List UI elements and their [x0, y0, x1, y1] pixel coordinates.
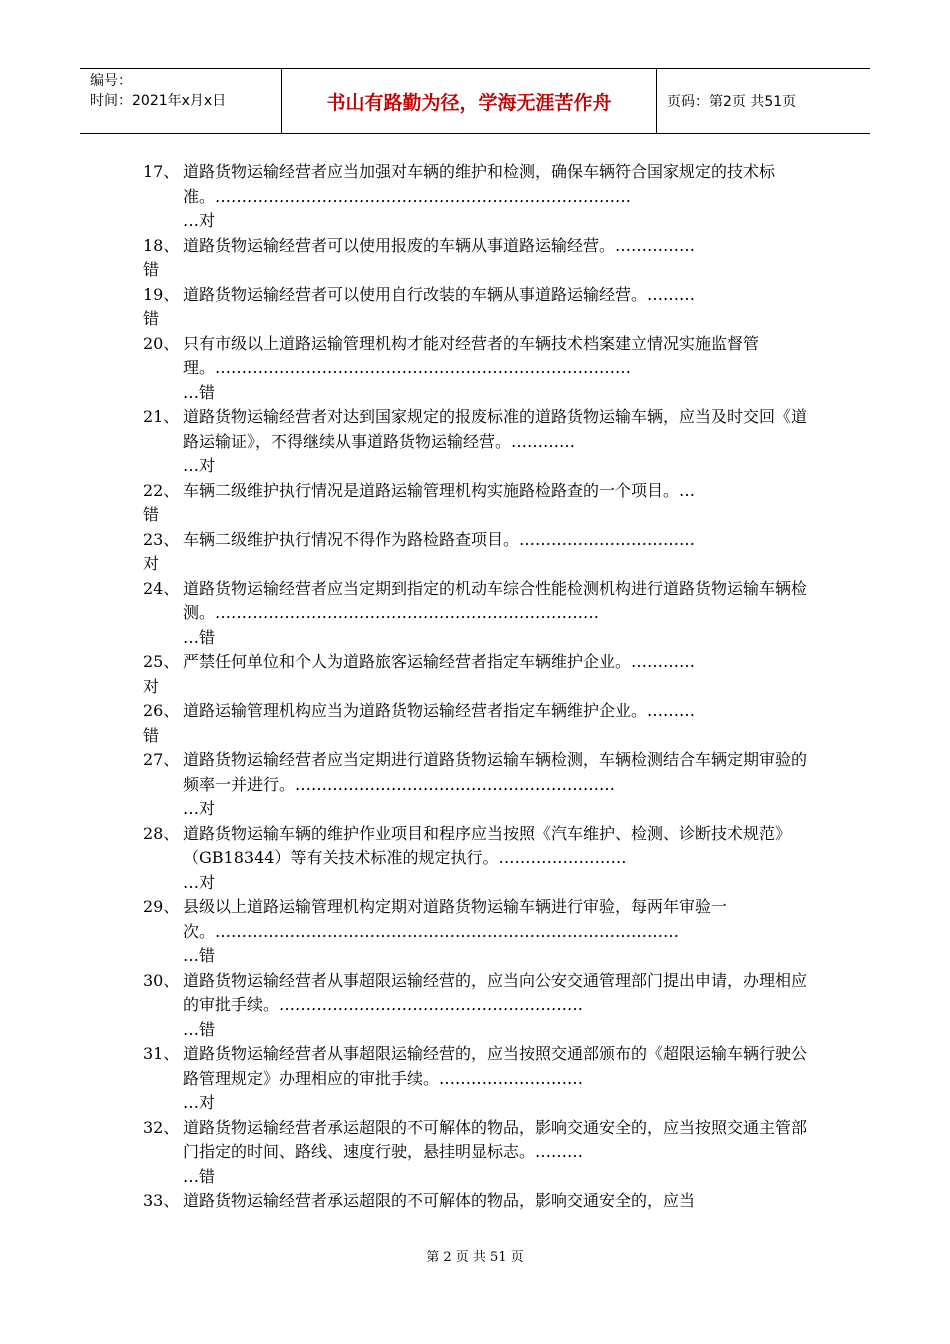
question-text: 县级以上道路运输管理机构定期对道路货物运输车辆进行审验，每两年审验一次。…………………………………………………………………………… — [183, 897, 728, 941]
question-list — [143, 160, 808, 1214]
question-answer: 错 — [143, 260, 160, 279]
question-answer: …对 — [183, 211, 216, 230]
question-text: 严禁任何单位和个人为道路旅客运输经营者指定车辆维护企业。………… — [183, 652, 696, 671]
question-text: 道路货物运输经营者从事超限运输经营的，应当按照交通部颁布的《超限运输车辆行驶公路管理规定》办理相应的审批手续。……………………… — [183, 1044, 808, 1088]
question-answer: …错 — [183, 946, 216, 965]
question-number: 19、 — [143, 284, 180, 304]
question-text: 车辆二级维护执行情况是道路运输管理机构实施路检路查的一个项目。… — [183, 480, 696, 500]
question-number: 18、 — [143, 235, 180, 255]
question-text: 道路货物运输经营者对达到国家规定的报废标准的道路货物运输车辆，应当及时交回《道路运输证》，不得继续从事道路货物运输经营。………… — [183, 407, 808, 451]
question-number: 32、 — [143, 1117, 180, 1137]
question-number: 20、 — [143, 333, 180, 353]
question-number: 25、 — [143, 652, 180, 671]
question-text: 只有市级以上道路运输管理机构才能对经营者的车辆技术档案建立情况实施监督管理。…………………………………………………………………… — [183, 333, 760, 377]
question-answer: 对 — [143, 676, 160, 696]
question-item — [143, 283, 808, 332]
question-item — [143, 699, 808, 748]
question-number: 21、 — [143, 407, 180, 426]
question-text: 道路货物运输经营者应当定期进行道路货物运输车辆检测，车辆检测结合车辆定期审验的频率一并进行。…………………………………………………… — [183, 750, 808, 794]
question-answer: …错 — [183, 382, 216, 402]
question-item — [143, 1116, 808, 1190]
question-item — [143, 895, 808, 969]
question-text: 道路运输管理机构应当为道路货物运输经营者指定车辆维护企业。……… — [183, 701, 696, 720]
question-text: 道路货物运输经营者承运超限的不可解体的物品，影响交通安全的，应当按照交通主管部门指定的时间、路线、速度行驶，悬挂明显标志。……… — [183, 1117, 808, 1161]
question-answer: 错 — [143, 725, 160, 745]
question-number: 26、 — [143, 701, 180, 720]
question-number: 33、 — [143, 1191, 180, 1210]
date-label: 时间：2021年x月x日 — [90, 93, 227, 109]
question-number: 30、 — [143, 970, 180, 990]
question-item — [143, 1189, 808, 1214]
question-text: 道路货物运输经营者应当定期到指定的机动车综合性能检测机构进行道路货物运输车辆检测。……………………………………………………………… — [183, 578, 808, 622]
question-text: 道路货物运输经营者承运超限的不可解体的物品，影响交通安全的，应当 — [183, 1191, 696, 1210]
question-answer: …错 — [183, 1019, 216, 1039]
question-number: 23、 — [143, 529, 180, 549]
question-answer: 错 — [143, 505, 160, 524]
question-item — [143, 160, 808, 234]
code-label: 编号： — [90, 73, 132, 89]
question-text: 道路货物运输经营者应当加强对车辆的维护和检测，确保车辆符合国家规定的技术标准。…………………………………………………………………… — [183, 162, 776, 206]
question-item — [143, 234, 808, 283]
question-item — [143, 577, 808, 651]
question-answer: …对 — [183, 456, 216, 475]
question-number: 27、 — [143, 750, 180, 769]
question-item — [143, 332, 808, 406]
question-number: 28、 — [143, 823, 180, 843]
question-item — [143, 405, 808, 479]
question-text: 道路货物运输车辆的维护作业项目和程序应当按照《汽车维护、检测、诊断技术规范》（GB18344）等有关技术标准的规定执行。…………………… — [183, 823, 792, 867]
question-answer: …错 — [183, 627, 216, 647]
page-footer: 第 2 页 共 51 页 — [426, 1250, 524, 1265]
question-number: 31、 — [143, 1044, 180, 1063]
question-number: 22、 — [143, 480, 180, 500]
question-item — [143, 822, 808, 896]
question-item — [143, 1042, 808, 1116]
question-answer: 错 — [143, 309, 160, 328]
question-answer: …对 — [183, 1093, 216, 1112]
question-item — [143, 479, 808, 528]
header-meta — [80, 69, 282, 133]
header-page-label: 页码：第2页 共51页 — [667, 94, 797, 110]
question-answer: …对 — [183, 872, 216, 892]
question-item — [143, 528, 808, 577]
question-item — [143, 748, 808, 822]
header-motto: 书山有路勤为径，学海无涯苦作舟 — [282, 69, 657, 133]
question-answer: 对 — [143, 554, 160, 573]
question-text: 车辆二级维护执行情况不得作为路检路查项目。…………………………… — [183, 529, 696, 549]
question-number: 17、 — [143, 162, 180, 181]
question-text: 道路货物运输经营者从事超限运输经营的，应当向公安交通管理部门提出申请，办理相应的审批手续。………………………………………………… — [183, 970, 808, 1014]
question-text: 道路货物运输经营者可以使用自行改装的车辆从事道路运输经营。……… — [183, 284, 696, 304]
question-number: 24、 — [143, 578, 180, 598]
question-item — [143, 969, 808, 1043]
question-answer: …错 — [183, 1166, 216, 1186]
question-answer: …对 — [183, 799, 216, 818]
question-item — [143, 650, 808, 699]
question-number: 29、 — [143, 897, 180, 916]
page-header — [80, 68, 870, 134]
question-text: 道路货物运输经营者可以使用报废的车辆从事道路运输经营。…………… — [183, 235, 696, 255]
